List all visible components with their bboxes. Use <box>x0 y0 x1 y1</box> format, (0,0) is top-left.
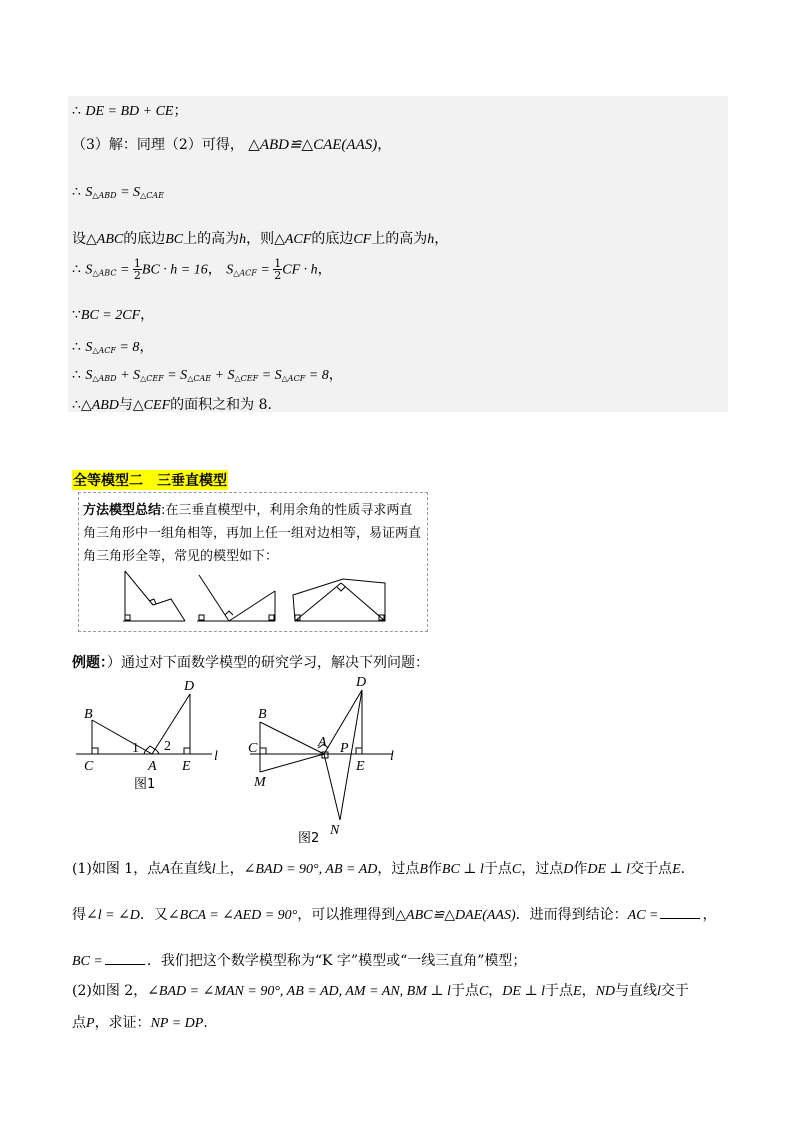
condition: ∠BAD = ∠MAN = 90°, AB = AD, AM = AN, BM ⊥ l <box>147 984 451 999</box>
condition: DE ⊥ l <box>502 984 546 999</box>
label-E: E <box>356 759 365 774</box>
equation: = 8 <box>115 340 140 355</box>
expr: CF · h <box>282 262 318 278</box>
method-description: :在三垂直模型中，利用余角的性质寻求两直角三角形中一组角相等，再加上任一组对边相等，易证两直角三角形全等，常见的模型如下： <box>83 503 422 564</box>
expr: BC · h = 16 <box>141 262 208 278</box>
point: B <box>419 862 428 877</box>
point: C <box>478 984 489 999</box>
figure-1-caption: 图1 <box>134 777 156 792</box>
punct: ， <box>377 137 392 153</box>
label-B: B <box>258 707 267 722</box>
method-summary-box <box>78 492 428 632</box>
plus: + S <box>211 368 235 383</box>
therefore-symbol: ∴ <box>72 261 81 278</box>
question-2-line-1 <box>72 980 689 1000</box>
example-label: 例题： <box>72 655 107 671</box>
text: 交于 <box>660 983 689 999</box>
subscript: △ACF <box>233 268 257 278</box>
model-figures <box>79 559 429 629</box>
text: 于点 <box>545 983 574 999</box>
question-1-line-3 <box>72 950 526 970</box>
point: P <box>86 1016 95 1031</box>
point: E <box>573 984 582 999</box>
point: C <box>511 862 522 877</box>
label-l: l <box>214 749 218 764</box>
subscript: △CEF <box>140 374 164 383</box>
text: ，过点 <box>521 861 564 877</box>
claim: NP = DP <box>150 1016 204 1031</box>
solution-line-5 <box>72 258 332 281</box>
model-figure-3 <box>293 579 385 621</box>
text: 的底边 <box>311 231 354 247</box>
therefore-symbol: ∴ <box>72 103 81 119</box>
text: 的底边 <box>123 231 166 247</box>
model-figure-1 <box>123 571 185 621</box>
punct: ， <box>207 261 222 278</box>
solution-line-4 <box>72 228 448 248</box>
label-D: D <box>356 676 367 690</box>
condition: DE ⊥ l <box>587 862 631 877</box>
text: 于点 <box>483 861 512 877</box>
equation: = S <box>116 185 141 200</box>
punct: ， <box>317 261 332 278</box>
label-N: N <box>330 823 340 838</box>
punct: ， <box>434 231 449 247</box>
area-symbol: S <box>85 340 93 355</box>
punct: . <box>680 861 686 877</box>
segment: ND <box>595 984 616 999</box>
example-heading <box>72 652 429 672</box>
text: 作 <box>573 861 588 877</box>
figure-2-caption: 图2 <box>298 831 320 846</box>
condition: ∠l = ∠D <box>86 908 140 923</box>
text: 于点 <box>450 983 479 999</box>
text: 上， <box>215 861 244 877</box>
point: D <box>563 862 574 877</box>
congruence: △ABC≌△DAE(AAS) <box>395 908 516 923</box>
text: 的面积之和为 8. <box>170 397 272 413</box>
text: ，可以推理得到 <box>297 907 396 923</box>
denominator: 2 <box>133 269 141 282</box>
equals: = S <box>258 368 282 383</box>
angle-label-2: 2 <box>164 739 171 754</box>
label-P: P <box>340 741 349 756</box>
triangle: △ABD <box>80 398 119 413</box>
punct: ， <box>702 907 717 923</box>
figure-1 <box>76 679 218 792</box>
therefore-symbol: ∴ <box>72 339 81 355</box>
subscript: △CAE <box>140 191 164 200</box>
equation: BC = 2CF <box>80 308 141 323</box>
triangle: △CEF <box>132 398 171 413</box>
text: (2)如图 2， <box>72 983 148 999</box>
subscript: △CAE <box>187 374 212 383</box>
line: l <box>211 862 216 877</box>
figure-2 <box>248 676 394 846</box>
segment: CF <box>353 232 372 247</box>
bc-answer-blank[interactable] <box>105 964 145 965</box>
text: ．我们把这个数学模型称为“K 字”模型或“一线三直角”模型； <box>146 953 527 969</box>
equation: DE = BD + CE <box>85 104 174 119</box>
triangle: △ACF <box>274 232 312 247</box>
text: 得 <box>72 907 86 923</box>
subscript: △CEF <box>234 374 259 383</box>
subscript: △ABD <box>92 374 117 383</box>
label-A: A <box>318 735 327 750</box>
var: h <box>239 232 247 247</box>
line: l <box>657 984 661 999</box>
fraction <box>133 258 142 281</box>
subscript: △ABC <box>92 268 117 278</box>
label-A: A <box>148 759 157 774</box>
plus: + S <box>116 368 141 383</box>
area-symbol: S <box>85 368 93 383</box>
triangle: △ABC <box>86 232 124 247</box>
punct: ， <box>488 983 503 999</box>
text: ．又 <box>139 907 168 923</box>
punct: ， <box>328 367 343 383</box>
area-symbol: S <box>85 262 93 278</box>
condition: ∠BCA = ∠AED = 90° <box>167 908 298 923</box>
text: ，过点 <box>377 861 420 877</box>
subscript: △ACF <box>281 374 306 383</box>
method-text <box>83 499 425 568</box>
punct: ； <box>173 103 188 119</box>
text: 与 <box>118 397 133 413</box>
because-symbol: ∵ <box>72 307 81 323</box>
segment: BC <box>165 232 184 247</box>
text: ，求证： <box>94 1015 151 1031</box>
var: h <box>427 232 435 247</box>
text: 上的高为 <box>183 231 240 247</box>
ac-answer-blank[interactable] <box>660 918 700 919</box>
fraction <box>273 258 282 281</box>
label-M: M <box>254 775 266 790</box>
text: 上的高为 <box>371 231 428 247</box>
label-l: l <box>390 749 394 764</box>
solution-line-6 <box>72 304 154 324</box>
example-text: ）通过对下面数学模型的研究学习，解决下列问题： <box>107 655 429 671</box>
solution-line-9 <box>72 394 272 414</box>
label-D: D <box>184 679 195 694</box>
point: A <box>161 862 170 877</box>
text: 点 <box>72 1015 86 1031</box>
condition: ∠BAD = 90°, AB = AD <box>243 862 378 877</box>
text: 交于点 <box>630 861 673 877</box>
solution-line-1 <box>72 100 187 120</box>
question-1-line-2 <box>72 904 716 924</box>
punct: ， <box>140 307 155 323</box>
example-figures <box>72 676 452 846</box>
label-C: C <box>248 741 258 756</box>
punct: . <box>203 1015 208 1031</box>
solution-line-2 <box>72 134 391 154</box>
bc-label: BC = <box>72 954 103 969</box>
point: E <box>672 862 681 877</box>
question-2-line-2 <box>72 1012 208 1032</box>
subscript: △ABD <box>92 191 117 200</box>
numerator: 1 <box>274 257 282 270</box>
equals: = <box>116 262 133 278</box>
text: ．进而得到结论： <box>515 907 628 923</box>
label-E: E <box>182 759 191 774</box>
question-1-line-1 <box>72 858 685 878</box>
therefore-symbol: ∴ <box>72 367 81 383</box>
text: 在直线 <box>169 861 212 877</box>
section-title: 全等模型二 三垂直模型 <box>72 470 228 490</box>
equals: = <box>256 262 274 278</box>
label-C: C <box>84 759 94 774</box>
therefore-symbol: ∴ <box>72 184 81 200</box>
text: 作 <box>427 861 442 877</box>
denominator: 2 <box>274 269 282 282</box>
punct: ， <box>139 339 154 355</box>
area-symbol: S <box>226 262 234 278</box>
condition: BC ⊥ l <box>441 862 484 877</box>
numerator: 1 <box>133 257 141 270</box>
area-symbol: S <box>85 185 93 200</box>
solution-line-8 <box>72 364 343 384</box>
solution-line-7 <box>72 336 153 356</box>
value: = 8 <box>305 368 329 383</box>
punct: ， <box>581 983 596 999</box>
therefore-symbol: ∴ <box>72 397 81 413</box>
text: (1)如图 1，点 <box>72 861 162 877</box>
equals: = S <box>163 368 188 383</box>
text: 与直线 <box>615 983 658 999</box>
label-B: B <box>84 707 93 722</box>
angle-label-1: 1 <box>132 741 139 756</box>
subscript: △ACF <box>92 346 116 355</box>
method-label: 方法模型总结 <box>83 503 162 518</box>
congruence: △ABD≌△CAE(AAS) <box>248 137 378 153</box>
solution-line-3 <box>72 184 164 201</box>
text: 设 <box>72 231 86 247</box>
ac-label: AC = <box>627 908 659 923</box>
text: （3）解：同理（2）可得， <box>72 137 244 153</box>
text: ，则 <box>246 231 275 247</box>
model-figure-2 <box>197 575 275 621</box>
